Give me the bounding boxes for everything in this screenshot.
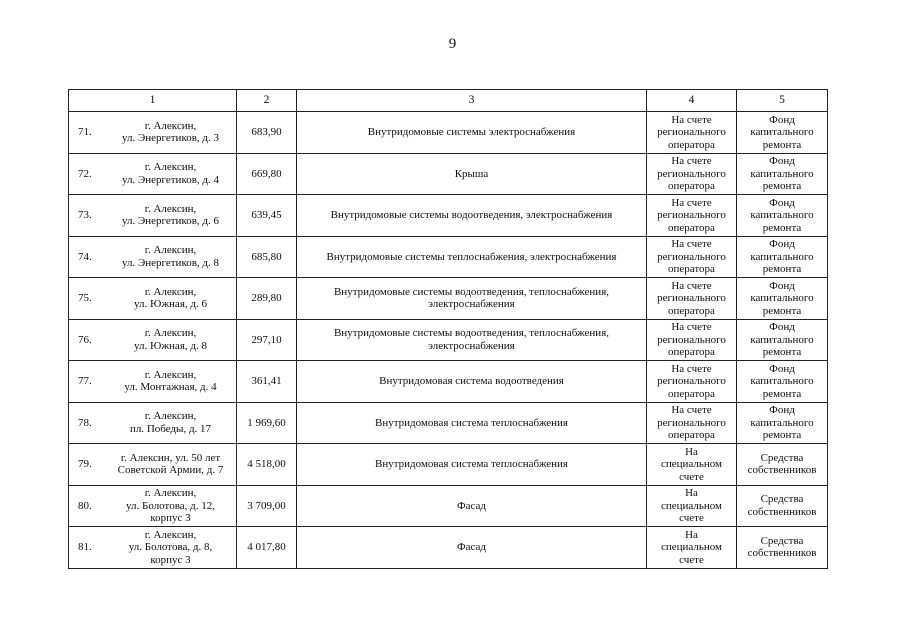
works-cell bbox=[297, 112, 647, 154]
funding-source-line: капитального bbox=[750, 126, 814, 138]
funding-source-line: Фонд bbox=[769, 155, 795, 167]
account-cell bbox=[647, 527, 737, 569]
address-line: ул. Болотова, д. 8, bbox=[128, 541, 213, 553]
account-cell bbox=[647, 319, 737, 361]
account-line: оператора bbox=[668, 138, 715, 151]
works-line: электроснабжения bbox=[428, 339, 515, 352]
row-number: 75. bbox=[78, 292, 92, 304]
address-line: г. Алексин, bbox=[144, 487, 197, 499]
account-line: На счете bbox=[671, 362, 712, 375]
row-number: 81. bbox=[78, 541, 92, 553]
table-row bbox=[69, 112, 828, 154]
account-line: регионального bbox=[657, 375, 726, 387]
account-cell bbox=[647, 236, 737, 278]
address-line: ул. Южная, д. 8 bbox=[134, 339, 207, 352]
funding-source-line: Средства bbox=[760, 451, 804, 464]
address-line: пл. Победы, д. 17 bbox=[129, 422, 212, 435]
row-number: 71. bbox=[78, 126, 92, 138]
works-line: Внутридомовые системы водоотведения, теплоснабжения, bbox=[333, 327, 610, 340]
account-line: регионального bbox=[657, 250, 726, 263]
address-cell bbox=[69, 278, 237, 320]
account-cell bbox=[647, 112, 737, 154]
account-cell bbox=[647, 402, 737, 444]
account-cell bbox=[647, 444, 737, 486]
funding-source-line: капитального bbox=[750, 292, 814, 304]
address-line: г. Алексин, bbox=[144, 368, 197, 381]
table-row bbox=[69, 485, 828, 527]
funding-source-line: Фонд bbox=[769, 321, 795, 333]
address-cell bbox=[69, 153, 237, 195]
account-line: регионального bbox=[657, 333, 726, 346]
table-body bbox=[69, 112, 828, 569]
row-number: 79. bbox=[78, 458, 92, 470]
works-cell bbox=[297, 236, 647, 278]
area-cell: 297,10 bbox=[237, 319, 297, 361]
repair-register-table bbox=[68, 89, 828, 569]
account-line: оператора bbox=[668, 387, 715, 400]
works-cell bbox=[297, 361, 647, 403]
works-cell bbox=[297, 527, 647, 569]
funding-source-line: ремонта bbox=[762, 180, 802, 192]
funding-source-cell bbox=[737, 361, 828, 403]
works-line: Внутридомовая система теплоснабжения bbox=[375, 458, 568, 470]
funding-source-cell bbox=[737, 112, 828, 154]
address-cell bbox=[69, 112, 237, 154]
address-line: г. Алексин, bbox=[144, 285, 197, 298]
funding-source-cell bbox=[737, 444, 828, 486]
funding-source-cell bbox=[737, 319, 828, 361]
funding-source-line: Фонд bbox=[769, 404, 795, 416]
account-line: специальном bbox=[660, 458, 723, 470]
account-cell bbox=[647, 361, 737, 403]
funding-source-cell bbox=[737, 236, 828, 278]
works-line: Внутридомовые системы водоотведения, теплоснабжения, bbox=[333, 285, 610, 298]
area-cell: 1 969,60 bbox=[237, 402, 297, 444]
header-col-5: 5 bbox=[737, 90, 828, 112]
table-row bbox=[69, 402, 828, 444]
works-cell bbox=[297, 278, 647, 320]
account-line: оператора bbox=[668, 263, 715, 275]
table-header-row bbox=[69, 90, 828, 112]
works-line: Внутридомовые системы теплоснабжения, электроснабжения bbox=[326, 250, 617, 263]
row-number: 80. bbox=[78, 499, 92, 512]
address-cell bbox=[69, 527, 237, 569]
account-line: На bbox=[685, 445, 698, 458]
address-line: ул. Монтажная, д. 4 bbox=[124, 381, 217, 394]
funding-source-line: ремонта bbox=[762, 346, 802, 358]
funding-source-cell bbox=[737, 402, 828, 444]
works-cell bbox=[297, 153, 647, 195]
address-line: ул. Энергетиков, д. 6 bbox=[121, 215, 220, 228]
funding-source-line: ремонта bbox=[762, 138, 802, 151]
funding-source-line: Фонд bbox=[769, 279, 795, 292]
row-number: 77. bbox=[78, 375, 92, 387]
funding-source-line: капитального bbox=[750, 167, 814, 180]
row-number: 73. bbox=[78, 209, 92, 221]
area-cell: 669,80 bbox=[237, 153, 297, 195]
works-line: Внутридомовая система теплоснабжения bbox=[375, 416, 568, 429]
funding-source-cell bbox=[737, 195, 828, 237]
account-line: оператора bbox=[668, 429, 715, 441]
table-row bbox=[69, 444, 828, 486]
funding-source-line: ремонта bbox=[762, 429, 802, 441]
account-cell bbox=[647, 485, 737, 527]
account-line: специальном bbox=[660, 541, 723, 553]
funding-source-line: ремонта bbox=[762, 263, 802, 275]
area-cell: 4 017,80 bbox=[237, 527, 297, 569]
works-line: Внутридомовая система водоотведения bbox=[379, 375, 564, 387]
account-line: счете bbox=[679, 470, 704, 483]
account-line: регионального bbox=[657, 416, 726, 429]
account-cell bbox=[647, 153, 737, 195]
funding-source-line: капитального bbox=[750, 333, 814, 346]
account-line: На bbox=[685, 528, 698, 541]
address-cell bbox=[69, 195, 237, 237]
page-number: 9 bbox=[448, 36, 457, 52]
header-col-3: 3 bbox=[297, 90, 647, 112]
funding-source-line: собственников bbox=[747, 505, 817, 518]
funding-source-line: Средства bbox=[760, 534, 804, 547]
works-line: Крыша bbox=[454, 167, 489, 180]
address-cell bbox=[69, 402, 237, 444]
funding-source-line: Фонд bbox=[769, 196, 795, 209]
works-cell bbox=[297, 402, 647, 444]
funding-source-line: капитального bbox=[750, 209, 814, 221]
funding-source-line: капитального bbox=[750, 375, 814, 387]
account-line: На счете bbox=[671, 155, 712, 167]
address-cell bbox=[69, 236, 237, 278]
works-line: Внутридомовые системы электроснабжения bbox=[367, 126, 576, 138]
funding-source-line: Фонд bbox=[769, 113, 795, 126]
funding-source-cell bbox=[737, 485, 828, 527]
address-cell bbox=[69, 485, 237, 527]
account-line: На счете bbox=[671, 279, 712, 292]
table-row bbox=[69, 236, 828, 278]
row-number: 72. bbox=[78, 167, 92, 180]
row-number: 78. bbox=[78, 416, 92, 429]
account-line: оператора bbox=[668, 346, 715, 358]
address-line: ул. Южная, д. 6 bbox=[134, 298, 207, 311]
works-cell bbox=[297, 195, 647, 237]
area-cell: 3 709,00 bbox=[237, 485, 297, 527]
row-number: 76. bbox=[78, 333, 92, 346]
funding-source-line: ремонта bbox=[762, 304, 802, 317]
table-row bbox=[69, 278, 828, 320]
area-cell: 685,80 bbox=[237, 236, 297, 278]
account-line: специальном bbox=[660, 499, 723, 512]
account-line: оператора bbox=[668, 304, 715, 317]
works-line: Фасад bbox=[456, 499, 487, 512]
address-line: г. Алексин, bbox=[144, 119, 197, 132]
address-cell bbox=[69, 361, 237, 403]
address-line: г. Алексин, bbox=[144, 244, 197, 257]
address-line: ул. Болотова, д. 12, bbox=[126, 499, 215, 512]
funding-source-cell bbox=[737, 278, 828, 320]
address-line: ул. Энергетиков, д. 4 bbox=[121, 173, 220, 186]
funding-source-cell bbox=[737, 153, 828, 195]
account-line: счете bbox=[679, 512, 704, 524]
funding-source-line: Фонд bbox=[769, 238, 795, 250]
account-line: На bbox=[685, 487, 698, 499]
table-row bbox=[69, 319, 828, 361]
account-line: На счете bbox=[671, 113, 712, 126]
area-cell: 289,80 bbox=[237, 278, 297, 320]
address-line: г. Алексин, bbox=[144, 327, 197, 340]
header-col-4: 4 bbox=[647, 90, 737, 112]
works-cell bbox=[297, 485, 647, 527]
address-line: корпус 3 bbox=[150, 512, 191, 524]
area-cell: 639,45 bbox=[237, 195, 297, 237]
account-line: оператора bbox=[668, 221, 715, 234]
account-line: оператора bbox=[668, 180, 715, 192]
address-line: г. Алексин, bbox=[144, 161, 197, 174]
address-cell bbox=[69, 319, 237, 361]
funding-source-line: Средства bbox=[760, 493, 804, 506]
account-line: На счете bbox=[671, 238, 712, 250]
works-line: электроснабжения bbox=[428, 298, 515, 311]
area-cell: 683,90 bbox=[237, 112, 297, 154]
header-col-2: 2 bbox=[237, 90, 297, 112]
account-line: регионального bbox=[657, 167, 726, 180]
account-line: регионального bbox=[657, 209, 726, 221]
funding-source-cell bbox=[737, 527, 828, 569]
address-line: корпус 3 bbox=[150, 553, 191, 566]
works-cell bbox=[297, 444, 647, 486]
account-cell bbox=[647, 195, 737, 237]
account-line: На счете bbox=[671, 321, 712, 333]
account-line: регионального bbox=[657, 126, 726, 138]
address-line: ул. Энергетиков, д. 3 bbox=[121, 132, 220, 145]
address-line: г. Алексин, bbox=[144, 202, 197, 215]
account-line: На счете bbox=[671, 196, 712, 209]
funding-source-line: капитального bbox=[750, 416, 814, 429]
table-row bbox=[69, 527, 828, 569]
account-line: счете bbox=[679, 553, 704, 566]
funding-source-line: ремонта bbox=[762, 387, 802, 400]
funding-source-line: собственников bbox=[747, 464, 817, 477]
funding-source-line: Фонд bbox=[769, 362, 795, 375]
address-cell bbox=[69, 444, 237, 486]
account-line: регионального bbox=[657, 292, 726, 304]
funding-source-line: капитального bbox=[750, 250, 814, 263]
address-line: г. Алексин, bbox=[144, 410, 197, 423]
address-line: г. Алексин, bbox=[144, 528, 197, 541]
address-line: Советской Армии, д. 7 bbox=[117, 464, 224, 477]
table-row bbox=[69, 153, 828, 195]
header-col-1: 1 bbox=[69, 90, 237, 112]
row-number: 74. bbox=[78, 250, 92, 263]
works-cell bbox=[297, 319, 647, 361]
address-line: ул. Энергетиков, д. 8 bbox=[121, 256, 220, 269]
table-row bbox=[69, 361, 828, 403]
account-line: На счете bbox=[671, 404, 712, 416]
address-line: г. Алексин, ул. 50 лет bbox=[120, 451, 221, 464]
table-row bbox=[69, 195, 828, 237]
works-line: Внутридомовые системы водоотведения, электроснабжения bbox=[330, 209, 613, 221]
works-line: Фасад bbox=[456, 541, 487, 553]
funding-source-line: собственников bbox=[747, 547, 817, 560]
funding-source-line: ремонта bbox=[762, 221, 802, 234]
account-cell bbox=[647, 278, 737, 320]
area-cell: 4 518,00 bbox=[237, 444, 297, 486]
area-cell: 361,41 bbox=[237, 361, 297, 403]
